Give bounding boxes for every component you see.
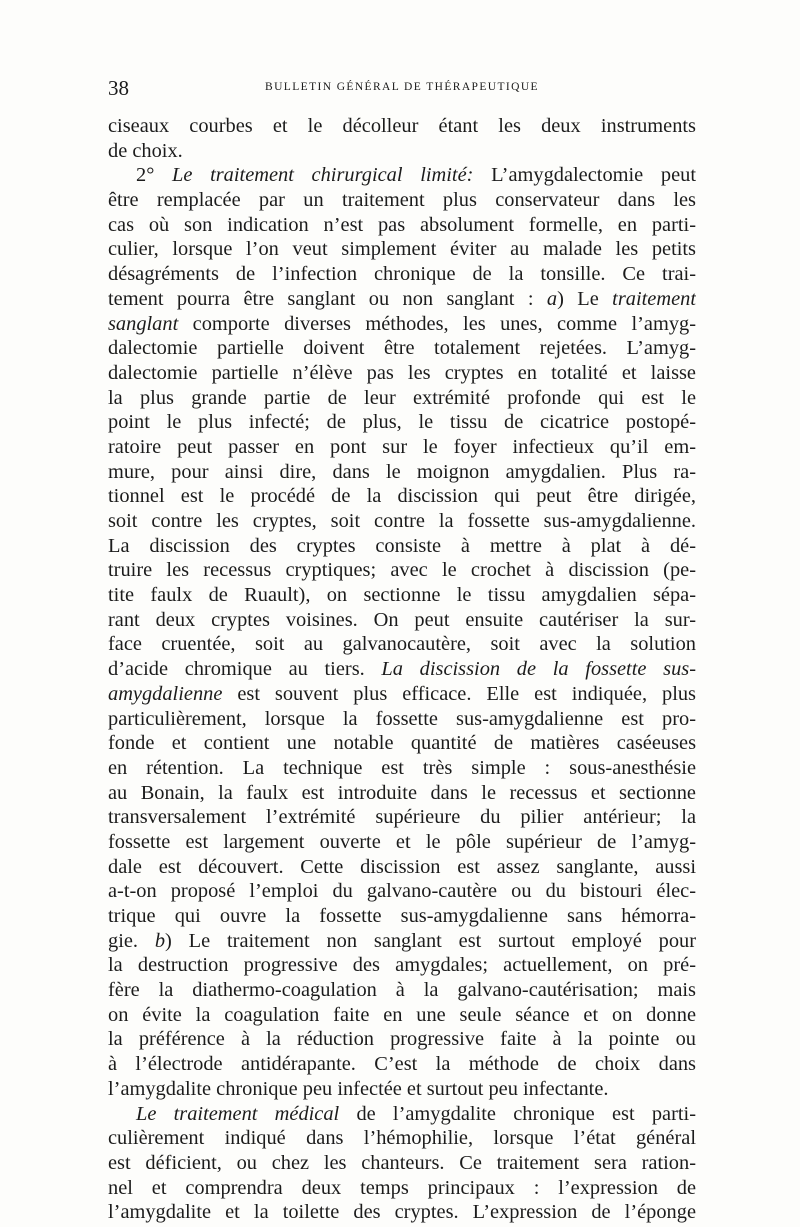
text-span: de l’amygdalite chronique est parti-: [339, 1102, 696, 1125]
text-line: [108, 558, 696, 583]
text-span: à l’électrode antidérapante. C’est la méthode de choix dans: [108, 1053, 696, 1076]
text-span: transversalement l’extrémité supérieure du pilier antérieur; la: [108, 806, 696, 829]
text-line: [108, 756, 696, 781]
text-line: [108, 410, 696, 435]
text-line: [108, 386, 696, 411]
body-text: [108, 114, 696, 1225]
text-line: [108, 929, 696, 954]
italic-text: Le traitement chirurgical limité:: [172, 164, 474, 187]
text-span: L’amygdalectomie peut: [473, 164, 696, 187]
text-span: fère la diathermo-coagulation à la galvano-cautérisation; mais: [108, 979, 696, 1002]
text-span: culier, lorsque l’on veut simplement éviter au malade les petits: [108, 238, 696, 261]
italic-text: b: [154, 929, 166, 952]
text-line: [108, 855, 696, 880]
text-line: [108, 682, 696, 707]
text-span: point le plus infecté; de plus, le tissu de cicatrice postopé-: [108, 411, 696, 434]
text-line: [108, 1126, 696, 1151]
text-span: trique qui ouvre la fossette sus-amygdalienne sans hémorra-: [108, 905, 696, 927]
text-span: ) Le traitement non sanglant est surtout employé pour: [165, 929, 696, 952]
text-span: est déficient, ou chez les chanteurs. Ce traitement sera ration-: [108, 1151, 696, 1174]
text-span: gie.: [108, 929, 155, 952]
text-line: [108, 262, 696, 287]
text-line: [108, 904, 696, 929]
text-span: tement pourra être sanglant ou non sanglant :: [108, 287, 547, 310]
text-span: la préférence à la réduction progressive faite à la pointe ou: [108, 1028, 696, 1051]
text-line: [108, 163, 696, 188]
page-header: [108, 76, 696, 100]
page-number: 38: [108, 76, 129, 100]
text-span: soit contre les cryptes, soit contre la fossette sus-amygdalienne.: [108, 510, 696, 532]
text-span: fonde et contient une notable quantité de matières caséeuses: [108, 732, 696, 755]
text-line: [108, 435, 696, 460]
text-line: [108, 805, 696, 830]
text-span: fossette est largement ouverte et le pôle supérieur de l’amyg-: [108, 830, 696, 853]
text-line: [108, 632, 696, 657]
text-line: [108, 312, 696, 337]
text-span: nel et comprendra deux temps principaux : l’expression de: [108, 1176, 696, 1199]
text-span: être remplacée par un traitement plus conservateur dans les: [108, 189, 696, 212]
text-span: en rétention. La technique est très simple : sous-anesthésie: [108, 756, 696, 779]
text-line: [108, 707, 696, 732]
text-line: [108, 1102, 696, 1127]
text-line: [108, 1003, 696, 1028]
text-span: rant deux cryptes voisines. On peut ensuite cautériser la sur-: [108, 608, 696, 631]
text-line: [108, 1176, 696, 1201]
text-line: [108, 361, 696, 386]
text-span: au Bonain, la faulx est introduite dans le recessus et sectionne: [108, 781, 696, 804]
text-line: [108, 608, 696, 633]
text-span: l’amygdalite et la toilette des cryptes. L’expression de l’éponge: [108, 1201, 696, 1224]
text-span: désagréments de l’infection chronique de la tonsille. Ce trai-: [108, 263, 696, 286]
text-span: on évite la coagulation faite en une seule séance et on donne: [108, 1003, 696, 1026]
text-span: ciseaux courbes et le décolleur étant les deux instruments: [108, 115, 696, 137]
text-line: [108, 213, 696, 238]
text-line: [108, 657, 696, 682]
text-span: tite faulx de Ruault), on sectionne le tissu amygdalien sépa-: [108, 584, 696, 607]
text-span: d’acide chromique au tiers.: [108, 658, 382, 681]
text-line: [108, 879, 696, 904]
text-line: [108, 731, 696, 756]
text-span: cas où son indication n’est pas absolument formelle, en parti-: [108, 213, 696, 236]
text-line: [108, 781, 696, 806]
text-line: [108, 460, 696, 485]
text-span: comporte diverses méthodes, les unes, comme l’amyg-: [178, 312, 696, 335]
text-span: dale est découvert. Cette discission est assez sanglante, aussi: [108, 855, 696, 878]
italic-text: amygdalienne: [108, 682, 223, 705]
text-span: 2°: [136, 164, 173, 187]
italic-text: traitement: [612, 287, 696, 310]
text-span: culièrement indiqué dans l’hémophilie, lorsque l’état général: [108, 1127, 696, 1150]
text-line: [108, 287, 696, 312]
text-line: [108, 1027, 696, 1052]
text-span: face cruentée, soit au galvanocautère, soit avec la solution: [108, 633, 696, 656]
text-line: [108, 484, 696, 509]
text-span: truire les recessus cryptiques; avec le crochet à discission (pe-: [108, 559, 696, 582]
text-line: [108, 237, 696, 262]
text-line: [108, 188, 696, 213]
text-span: est souvent plus efficace. Elle est indiquée, plus: [222, 682, 696, 705]
text-line: [108, 139, 696, 164]
italic-text: La discission de la fossette sus-: [381, 658, 696, 681]
text-line: [108, 1151, 696, 1176]
text-span: particulièrement, lorsque la fossette sus-amygdalienne est pro-: [108, 707, 696, 730]
text-line: [108, 1077, 696, 1102]
text-line: [108, 534, 696, 559]
text-line: [108, 1052, 696, 1077]
text-span: La discission des cryptes consiste à mettre à plat à dé-: [108, 534, 696, 557]
text-span: a-t-on proposé l’emploi du galvano-cautère ou du bistouri élec-: [108, 880, 696, 903]
text-line: [108, 509, 696, 534]
italic-text: a: [546, 287, 558, 310]
text-line: [108, 336, 696, 361]
italic-text: sanglant: [108, 312, 179, 335]
text-span: l’amygdalite chronique peu infectée et surtout peu infectante.: [108, 1077, 609, 1100]
text-line: [108, 1200, 696, 1225]
text-line: [108, 978, 696, 1003]
text-span: mure, pour ainsi dire, dans le moignon amygdalien. Plus ra-: [108, 460, 696, 483]
text-span: la destruction progressive des amygdales; actuellement, on pré-: [108, 954, 696, 977]
text-span: dalectomie partielle doivent être totalement rejetées. L’amyg-: [108, 337, 696, 360]
text-span: ) Le: [557, 287, 613, 310]
text-span: de choix.: [108, 139, 183, 162]
text-span: la plus grande partie de leur extrémité profonde qui est le: [108, 386, 696, 409]
italic-text: Le traitement médical: [136, 1102, 340, 1125]
text-line: [108, 830, 696, 855]
running-title: BULLETIN GÉNÉRAL DE THÉRAPEUTIQUE: [265, 81, 539, 93]
text-line: [108, 953, 696, 978]
text-span: dalectomie partielle n’élève pas les cryptes en totalité et laisse: [108, 361, 696, 384]
text-span: tionnel est le procédé de la discission qui peut être dirigée,: [108, 485, 696, 508]
text-span: ratoire peut passer en pont sur le foyer infectieux qu’il em-: [108, 435, 696, 458]
text-line: [108, 114, 696, 139]
text-line: [108, 583, 696, 608]
